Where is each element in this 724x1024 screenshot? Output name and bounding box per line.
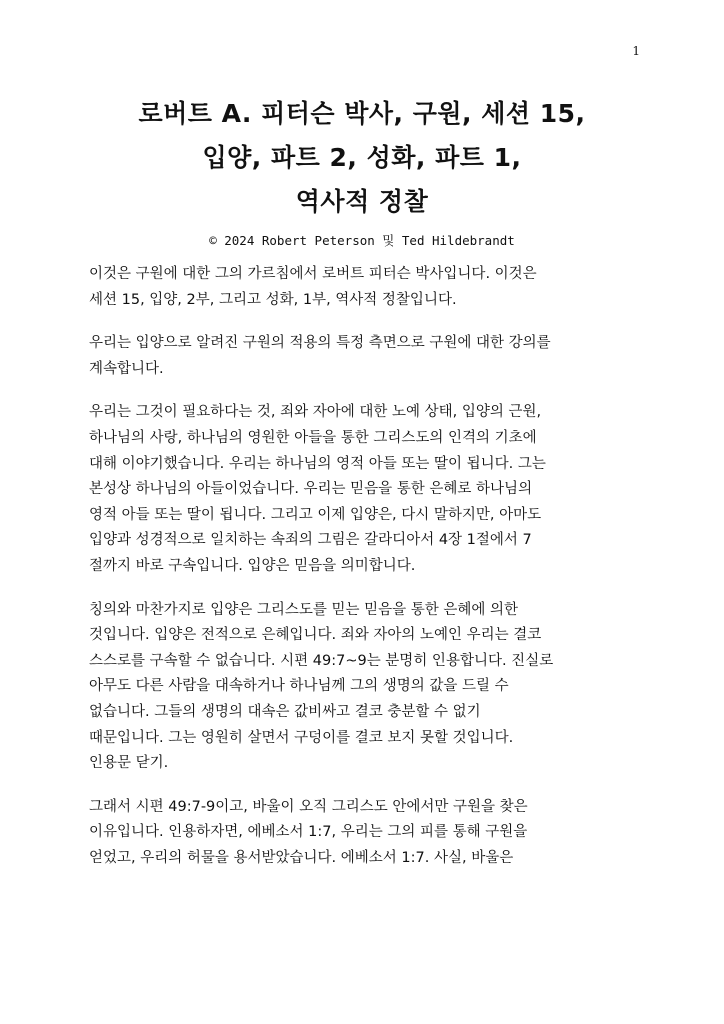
paragraph-line: 때문입니다. 그는 영원히 살면서 구덩이를 결코 보지 못할 것입니다. — [89, 729, 514, 746]
page-number: 1 — [632, 44, 640, 58]
paragraph-line: 그래서 시편 49:7-9이고, 바울이 오직 그리스도 안에서만 구원을 찾은 — [89, 798, 528, 815]
paragraph-line: 인용문 닫기. — [89, 755, 169, 772]
paragraph — [89, 331, 649, 382]
paragraph-line: 아무도 다른 사람을 대속하거나 하나님께 그의 생명의 값을 드릴 수 — [89, 678, 509, 695]
paragraph-line: 본성상 하나님의 아들이었습니다. 우리는 믿음을 통한 은혜로 하나님의 — [89, 481, 533, 498]
paragraph-line: 이유입니다. 인용하자면, 에베소서 1:7, 우리는 그의 피를 통해 구원을 — [89, 824, 528, 841]
paragraph-line: 입양과 성경적으로 일치하는 속죄의 그림은 갈라디아서 4장 1절에서 7 — [89, 532, 532, 549]
paragraph — [89, 598, 649, 777]
paragraph-line: 칭의와 마찬가지로 입양은 그리스도를 믿는 믿음을 통한 은혜에 의한 — [89, 601, 519, 618]
paragraph — [89, 795, 649, 872]
paragraph-line: 것입니다. 입양은 전적으로 은혜입니다. 죄와 자아의 노예인 우리는 결코 — [89, 627, 542, 644]
paragraph-line: 영적 아들 또는 딸이 됩니다. 그리고 이제 입양은, 다시 말하지만, 아마도 — [89, 506, 542, 523]
copyright-notice: © 2024 Robert Peterson 및 Ted Hildebrandt — [209, 233, 515, 248]
paragraph-line: 우리는 입양으로 알려진 구원의 적용의 특정 측면으로 구원에 대한 강의를 — [89, 335, 551, 352]
paragraph — [89, 262, 649, 313]
paragraph-line: 하나님의 사랑, 하나님의 영원한 아들을 통한 그리스도의 인격의 기초에 — [89, 429, 537, 446]
title-line: 로버트 A. 피터슨 박사, 구원, 세션 15, — [138, 99, 586, 128]
paragraph-line: 없습니다. 그들의 생명의 대속은 값비싸고 결코 충분할 수 없기 — [89, 703, 481, 720]
paragraph-line: 스스로를 구속할 수 없습니다. 시편 49:7~9는 분명히 인용합니다. 진실로 — [89, 652, 554, 669]
paragraph-line: 절까지 바로 구속입니다. 입양은 믿음을 의미합니다. — [89, 557, 416, 574]
paragraph-line: 얻었고, 우리의 허물을 용서받았습니다. 에베소서 1:7. 사실, 바울은 — [89, 849, 514, 866]
paragraph-line: 계속합니다. — [89, 360, 164, 377]
title-line: 입양, 파트 2, 성화, 파트 1, — [202, 143, 522, 172]
title-line: 역사적 정찰 — [295, 187, 429, 216]
paragraph-line: 이것은 구원에 대한 그의 가르침에서 로버트 피터슨 박사입니다. 이것은 — [89, 266, 537, 282]
paragraph-line: 대해 이야기했습니다. 우리는 하나님의 영적 아들 또는 딸이 됩니다. 그는 — [89, 455, 546, 472]
paragraph-line: 세션 15, 입양, 2부, 그리고 성화, 1부, 역사적 정찰입니다. — [89, 291, 457, 308]
paragraph — [89, 400, 649, 579]
body-text — [89, 262, 649, 889]
paragraph-line: 우리는 그것이 필요하다는 것, 죄와 자아에 대한 노예 상태, 입양의 근원, — [89, 404, 542, 421]
title-block — [60, 92, 664, 250]
